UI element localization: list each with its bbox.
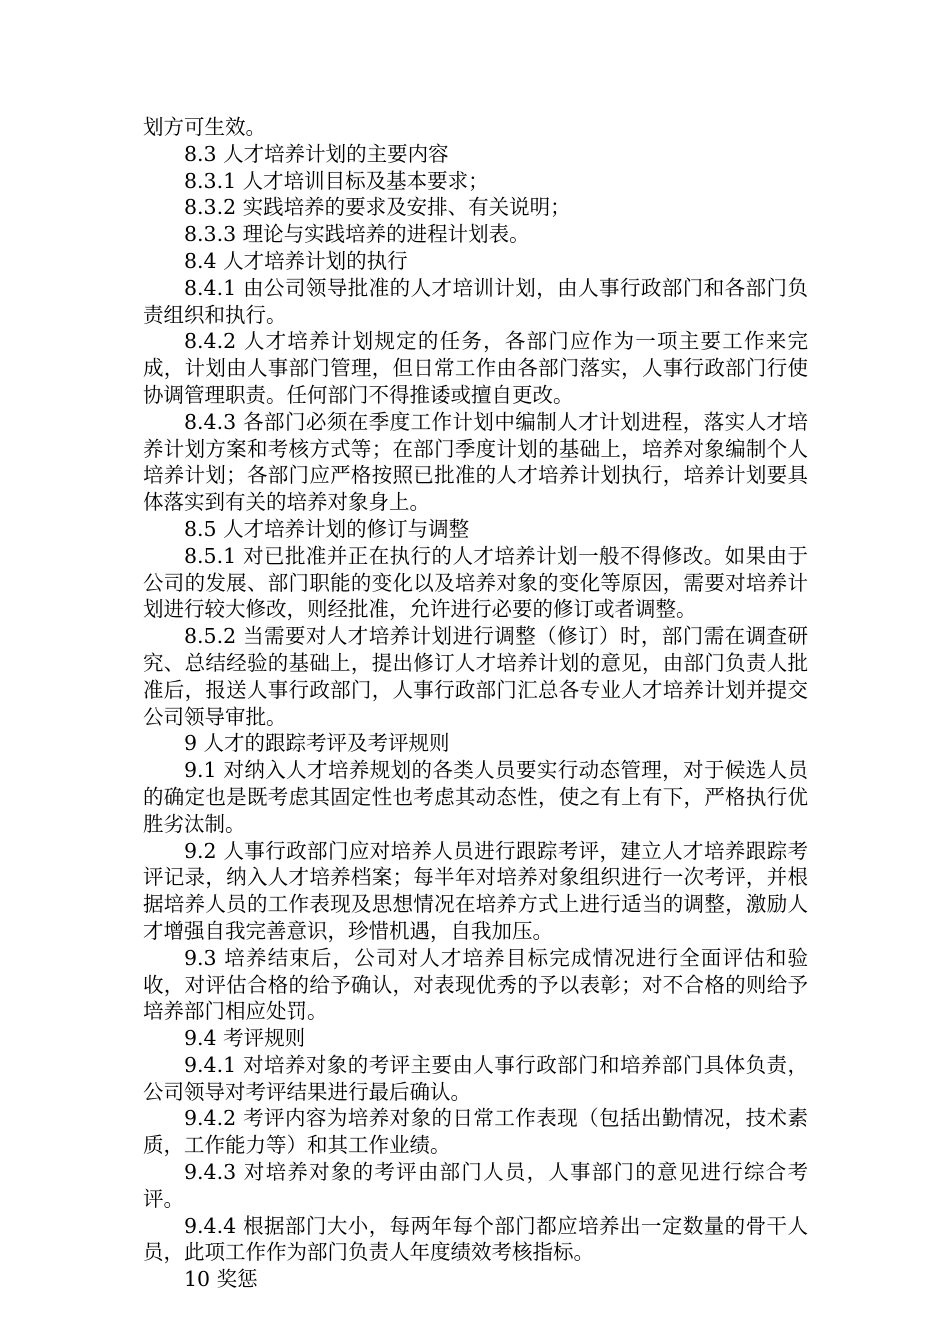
item-9-2: 9.2 人事行政部门应对培养人员进行跟踪考评，建立人才培养跟踪考评记录，纳入人才培养档案；每半年对培养对象组织进行一次考评，并根据培养人员的工作表现及思想情况在培养方式上进行适当的调整，激励人才增强自我完善意识，珍惜机遇，自我加压。	[143, 838, 808, 943]
paragraph-continuation: 划方可生效。	[143, 115, 266, 139]
item-8-4-2: 8.4.2 人才培养计划规定的任务，各部门应作为一项主要工作来完成，计划由人事部门管理，但日常工作由各部门落实，人事行政部门行使协调管理职责。任何部门不得推诿或擅自更改。	[143, 329, 808, 407]
item-9-1: 9.1 对纳入人才培养规划的各类人员要实行动态管理，对于候选人员的确定也是既考虑其固定性也考虑其动态性，使之有上有下，严格执行优胜劣汰制。	[143, 758, 808, 836]
heading-8-3: 8.3 人才培养计划的主要内容	[184, 141, 449, 166]
item-9-3: 9.3 培养结束后，公司对人才培养目标完成情况进行全面评估和验收，对评估合格的给予确认，对表现优秀的予以表彰；对不合格的则给予培养部门相应处罚。	[143, 945, 808, 1024]
item-9-4-3: 9.4.3 对培养对象的考评由部门人员，人事部门的意见进行综合考评。	[143, 1160, 808, 1211]
heading-9-4: 9.4 考评规则	[184, 1026, 306, 1051]
heading-8-5: 8.5 人才培养计划的修订与调整	[184, 516, 470, 541]
item-8-5-1: 8.5.1 对已批准并正在执行的人才培养计划一般不得修改。如果由于公司的发展、部门职能的变化以及培养对象的变化等原因，需要对培养计划进行较大修改，则经批准，允许进行必要的修订或者调整。	[143, 543, 808, 622]
item-9-4-2: 9.4.2 考评内容为培养对象的日常工作表现（包括出勤情况，技术素质，工作能力等）和其工作业绩。	[143, 1106, 808, 1158]
document-body	[143, 114, 808, 1293]
heading-10: 10 奖惩	[184, 1267, 258, 1292]
item-8-5-2: 8.5.2 当需要对人才培养计划进行调整（修订）时，部门需在调查研究、总结经验的基础上，提出修订人才培养计划的意见，由部门负责人批准后，报送人事行政部门，人事行政部门汇总各专业人才培养计划并提交公司领导审批。	[143, 624, 808, 729]
item-8-3-2: 8.3.2 实践培养的要求及安排、有关说明；	[184, 195, 571, 220]
item-8-4-1: 8.4.1 由公司领导批准的人才培训计划，由人事行政部门和各部门负责组织和执行。	[143, 275, 808, 327]
item-8-3-3: 8.3.3 理论与实践培养的进程计划表。	[184, 222, 530, 247]
item-8-4-3: 8.4.3 各部门必须在季度工作计划中编制人才计划进程，落实人才培养计划方案和考核方式等；在部门季度计划的基础上，培养对象编制个人培养计划；各部门应严格按照已批准的人才培养计划执行，培养计划要具体落实到有关的培养对象身上。	[143, 409, 808, 515]
item-9-4-1: 9.4.1 对培养对象的考评主要由人事行政部门和培养部门具体负责，公司领导对考评结果进行最后确认。	[143, 1052, 808, 1104]
item-9-4-4: 9.4.4 根据部门大小，每两年每个部门都应培养出一定数量的骨干人员，此项工作作为部门负责人年度绩效考核指标。	[143, 1213, 808, 1265]
heading-8-4: 8.4 人才培养计划的执行	[184, 248, 408, 273]
item-8-3-1: 8.3.1 人才培训目标及基本要求；	[184, 168, 489, 193]
heading-9: 9 人才的跟踪考评及考评规则	[184, 731, 450, 756]
